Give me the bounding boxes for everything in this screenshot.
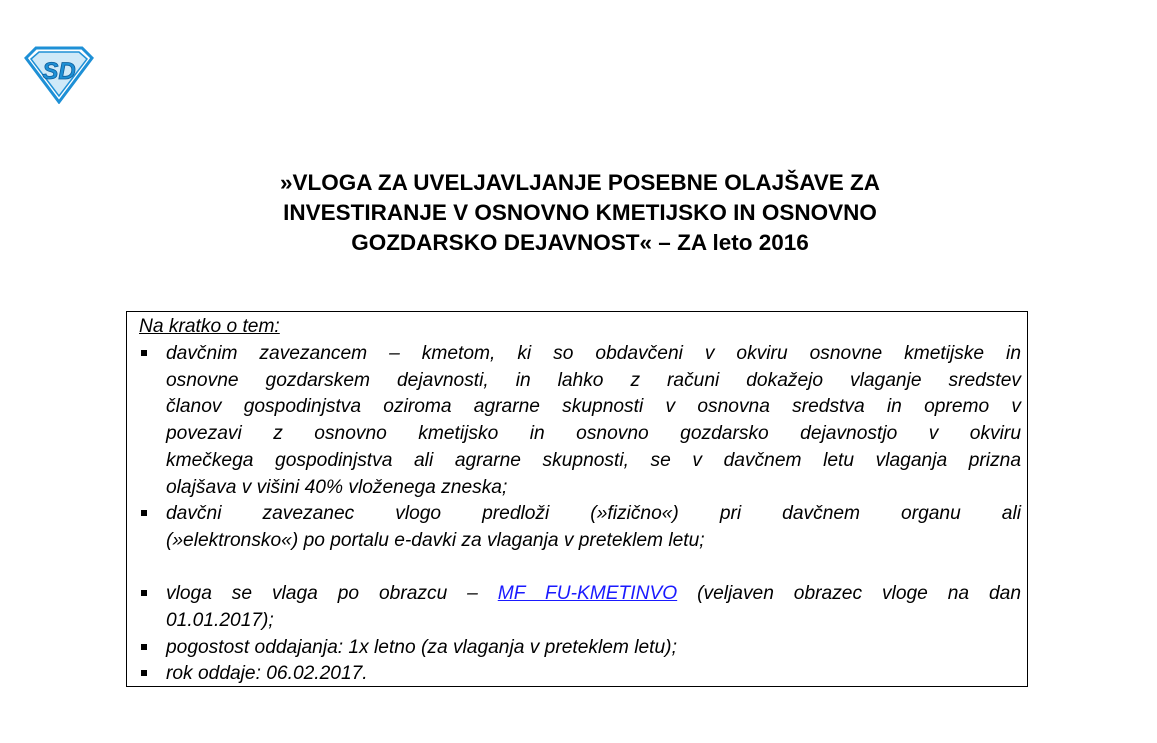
list-item: vloga se vlaga po obrazcu – MF FU-KMETINVO (veljaven obrazec vloge na dan 01.01.2017); xyxy=(139,581,1021,634)
summary-box xyxy=(126,311,1028,687)
square-bullet-icon xyxy=(141,670,147,676)
list-item: davčnim zavezancem – kmetom, ki so obdavčeni v okviru osnovne kmetijske in osnovne gozdarskem dejavnosti, in lahko z računi dokažejo vlaganje sredstev članov gospodinjstva oziroma agrarne skupnosti v osnovna sredstva in opremo v povezavi z osnovno kmetijsko in osnovno gozdarsko dejavnostjo v okviru kmečkega gospodinjstva ali agrarne skupnosti, se v davčnem letu vlaganja prizna olajšava v višini 40% vloženega zneska; xyxy=(139,341,1021,501)
title-line-2: INVESTIRANJE V OSNOVNO KMETIJSKO IN OSNOVNO xyxy=(283,200,877,225)
svg-text:SD: SD xyxy=(42,58,76,85)
title-line-1: »VLOGA ZA UVELJAVLJANJE POSEBNE OLAJŠAVE ZA xyxy=(279,170,881,195)
document-title xyxy=(150,168,1010,258)
summary-heading: Na kratko o tem: xyxy=(139,316,280,337)
square-bullet-icon xyxy=(141,510,147,516)
list-item: pogostost oddajanja: 1x letno (za vlaganja v preteklem letu); xyxy=(139,635,1021,662)
title-line-3: GOZDARSKO DEJAVNOST« – ZA leto 2016 xyxy=(351,230,809,255)
square-bullet-icon xyxy=(141,590,147,596)
list-item: rok oddaje: 06.02.2017. xyxy=(139,661,1021,688)
form-link-mf-fu-kmetinvo[interactable]: MF FU-KMETINVO xyxy=(497,583,678,605)
summary-list xyxy=(139,341,1021,688)
square-bullet-icon xyxy=(141,644,147,650)
shield-logo-icon xyxy=(22,46,96,104)
square-bullet-icon xyxy=(141,350,147,356)
list-item: davčni zavezanec vlogo predloži (»fizično«) pri davčnem organu ali (»elektronsko«) po portalu e-davki za vlaganja v preteklem letu; xyxy=(139,501,1021,554)
spacer xyxy=(139,555,1021,582)
